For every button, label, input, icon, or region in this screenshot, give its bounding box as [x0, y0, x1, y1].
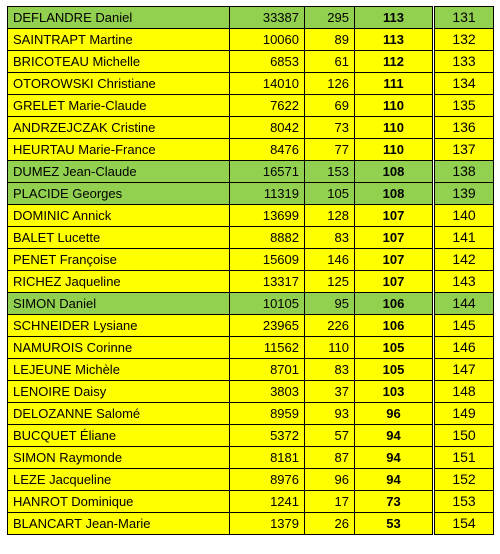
games-count-cell: 69 — [305, 95, 355, 117]
games-count-cell: 96 — [305, 469, 355, 491]
table-row — [8, 381, 494, 403]
total-points-cell: 15609 — [230, 249, 305, 271]
games-count-cell: 77 — [305, 139, 355, 161]
games-count-cell: 73 — [305, 117, 355, 139]
games-count-cell: 83 — [305, 359, 355, 381]
average-score-cell: 106 — [355, 315, 434, 337]
table-row — [8, 117, 494, 139]
total-points-cell: 8181 — [230, 447, 305, 469]
games-count-cell: 89 — [305, 29, 355, 51]
rank-cell: 145 — [434, 315, 494, 337]
games-count-cell: 83 — [305, 227, 355, 249]
player-name-cell: HEURTAU Marie-France — [8, 139, 230, 161]
games-count-cell: 153 — [305, 161, 355, 183]
table-row — [8, 293, 494, 315]
table-row — [8, 205, 494, 227]
table-row — [8, 95, 494, 117]
average-score-cell: 107 — [355, 205, 434, 227]
player-name-cell: PLACIDE Georges — [8, 183, 230, 205]
average-score-cell: 107 — [355, 227, 434, 249]
total-points-cell: 11562 — [230, 337, 305, 359]
total-points-cell: 8882 — [230, 227, 305, 249]
rank-cell: 150 — [434, 425, 494, 447]
games-count-cell: 146 — [305, 249, 355, 271]
rank-cell: 149 — [434, 403, 494, 425]
player-name-cell: HANROT Dominique — [8, 491, 230, 513]
games-count-cell: 26 — [305, 513, 355, 535]
player-name-cell: SIMON Raymonde — [8, 447, 230, 469]
average-score-cell: 113 — [355, 7, 434, 29]
player-name-cell: DUMEZ Jean-Claude — [8, 161, 230, 183]
average-score-cell: 110 — [355, 95, 434, 117]
player-name-cell: SCHNEIDER Lysiane — [8, 315, 230, 337]
total-points-cell: 11319 — [230, 183, 305, 205]
table-row — [8, 337, 494, 359]
table-row — [8, 491, 494, 513]
ranking-table — [7, 6, 494, 535]
rank-cell: 140 — [434, 205, 494, 227]
total-points-cell: 8959 — [230, 403, 305, 425]
average-score-cell: 113 — [355, 29, 434, 51]
games-count-cell: 87 — [305, 447, 355, 469]
table-row — [8, 7, 494, 29]
total-points-cell: 8701 — [230, 359, 305, 381]
player-name-cell: ANDRZEJCZAK Cristine — [8, 117, 230, 139]
total-points-cell: 5372 — [230, 425, 305, 447]
total-points-cell: 8476 — [230, 139, 305, 161]
rank-cell: 132 — [434, 29, 494, 51]
player-name-cell: DEFLANDRE Daniel — [8, 7, 230, 29]
average-score-cell: 108 — [355, 161, 434, 183]
games-count-cell: 128 — [305, 205, 355, 227]
average-score-cell: 112 — [355, 51, 434, 73]
total-points-cell: 13317 — [230, 271, 305, 293]
table-row — [8, 73, 494, 95]
table-row — [8, 447, 494, 469]
total-points-cell: 8976 — [230, 469, 305, 491]
player-name-cell: LEJEUNE Michèle — [8, 359, 230, 381]
rank-cell: 135 — [434, 95, 494, 117]
rank-cell: 146 — [434, 337, 494, 359]
rank-cell: 131 — [434, 7, 494, 29]
average-score-cell: 94 — [355, 425, 434, 447]
average-score-cell: 107 — [355, 249, 434, 271]
total-points-cell: 14010 — [230, 73, 305, 95]
player-name-cell: PENET Françoise — [8, 249, 230, 271]
table-row — [8, 183, 494, 205]
player-name-cell: LENOIRE Daisy — [8, 381, 230, 403]
table-row — [8, 403, 494, 425]
table-row — [8, 315, 494, 337]
table-row — [8, 29, 494, 51]
games-count-cell: 95 — [305, 293, 355, 315]
average-score-cell: 73 — [355, 491, 434, 513]
total-points-cell: 23965 — [230, 315, 305, 337]
average-score-cell: 107 — [355, 271, 434, 293]
total-points-cell: 3803 — [230, 381, 305, 403]
player-name-cell: OTOROWSKI Christiane — [8, 73, 230, 95]
average-score-cell: 94 — [355, 447, 434, 469]
rank-cell: 136 — [434, 117, 494, 139]
rank-cell: 143 — [434, 271, 494, 293]
player-name-cell: RICHEZ Jaqueline — [8, 271, 230, 293]
player-name-cell: LEZE Jacqueline — [8, 469, 230, 491]
table-row — [8, 51, 494, 73]
games-count-cell: 61 — [305, 51, 355, 73]
average-score-cell: 103 — [355, 381, 434, 403]
player-name-cell: BRICOTEAU Michelle — [8, 51, 230, 73]
average-score-cell: 111 — [355, 73, 434, 95]
rank-cell: 147 — [434, 359, 494, 381]
games-count-cell: 57 — [305, 425, 355, 447]
games-count-cell: 295 — [305, 7, 355, 29]
total-points-cell: 16571 — [230, 161, 305, 183]
average-score-cell: 108 — [355, 183, 434, 205]
average-score-cell: 105 — [355, 337, 434, 359]
player-name-cell: SIMON Daniel — [8, 293, 230, 315]
games-count-cell: 110 — [305, 337, 355, 359]
table-row — [8, 359, 494, 381]
games-count-cell: 93 — [305, 403, 355, 425]
games-count-cell: 125 — [305, 271, 355, 293]
player-name-cell: SAINTRAPT Martine — [8, 29, 230, 51]
total-points-cell: 7622 — [230, 95, 305, 117]
rank-cell: 142 — [434, 249, 494, 271]
total-points-cell: 33387 — [230, 7, 305, 29]
games-count-cell: 37 — [305, 381, 355, 403]
rank-cell: 133 — [434, 51, 494, 73]
table-row — [8, 425, 494, 447]
rank-cell: 152 — [434, 469, 494, 491]
player-name-cell: BALET Lucette — [8, 227, 230, 249]
games-count-cell: 126 — [305, 73, 355, 95]
total-points-cell: 8042 — [230, 117, 305, 139]
rank-cell: 151 — [434, 447, 494, 469]
table-row — [8, 513, 494, 535]
player-name-cell: BUCQUET Éliane — [8, 425, 230, 447]
rank-cell: 139 — [434, 183, 494, 205]
games-count-cell: 17 — [305, 491, 355, 513]
table-row — [8, 227, 494, 249]
average-score-cell: 110 — [355, 117, 434, 139]
table-row — [8, 271, 494, 293]
total-points-cell: 6853 — [230, 51, 305, 73]
table-row — [8, 469, 494, 491]
table-row — [8, 161, 494, 183]
total-points-cell: 1379 — [230, 513, 305, 535]
games-count-cell: 226 — [305, 315, 355, 337]
rank-cell: 138 — [434, 161, 494, 183]
player-name-cell: GRELET Marie-Claude — [8, 95, 230, 117]
player-name-cell: BLANCART Jean-Marie — [8, 513, 230, 535]
rank-cell: 134 — [434, 73, 494, 95]
player-name-cell: NAMUROIS Corinne — [8, 337, 230, 359]
ranking-table-body — [8, 7, 494, 535]
total-points-cell: 10105 — [230, 293, 305, 315]
rank-cell: 153 — [434, 491, 494, 513]
player-name-cell: DELOZANNE Salomé — [8, 403, 230, 425]
total-points-cell: 10060 — [230, 29, 305, 51]
rank-cell: 154 — [434, 513, 494, 535]
average-score-cell: 106 — [355, 293, 434, 315]
average-score-cell: 110 — [355, 139, 434, 161]
total-points-cell: 13699 — [230, 205, 305, 227]
player-name-cell: DOMINIC Annick — [8, 205, 230, 227]
average-score-cell: 96 — [355, 403, 434, 425]
average-score-cell: 94 — [355, 469, 434, 491]
rank-cell: 141 — [434, 227, 494, 249]
table-row — [8, 249, 494, 271]
rank-cell: 144 — [434, 293, 494, 315]
average-score-cell: 105 — [355, 359, 434, 381]
average-score-cell: 53 — [355, 513, 434, 535]
rank-cell: 137 — [434, 139, 494, 161]
rank-cell: 148 — [434, 381, 494, 403]
table-row — [8, 139, 494, 161]
total-points-cell: 1241 — [230, 491, 305, 513]
games-count-cell: 105 — [305, 183, 355, 205]
